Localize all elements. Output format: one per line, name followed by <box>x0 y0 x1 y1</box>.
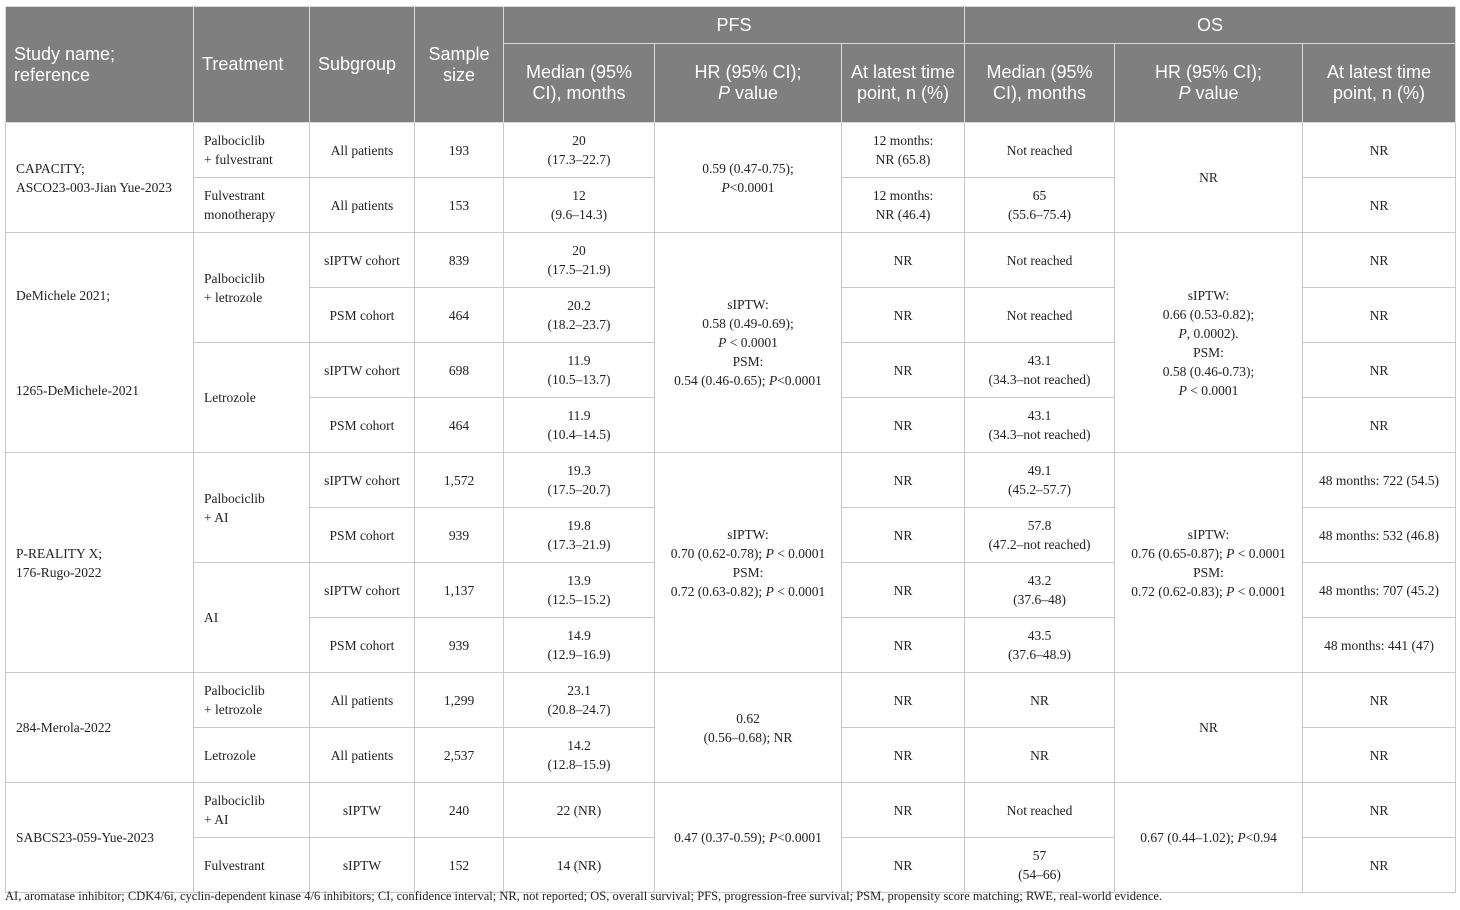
pfs-median-cell: 20.2 (18.2–23.7) <box>504 288 655 343</box>
study-name: CAPACITY; <box>16 160 85 176</box>
subgroup-cell: PSM cohort <box>310 398 415 453</box>
header-pfs <box>504 7 965 44</box>
os-hr-p: P <box>1178 382 1187 398</box>
os-median-cell: Not reached <box>965 288 1115 343</box>
pfs-hr-p-value: <0.0001 <box>729 179 775 195</box>
pfs-hr-p: P <box>718 335 727 350</box>
study-name: P-REALITY X; <box>16 545 103 561</box>
pfs-latest-cell: NR <box>842 618 965 673</box>
pfs-hr-cell <box>655 123 842 233</box>
treatment-cell: Letrozole <box>194 728 310 783</box>
os-median-cell: Not reached <box>965 233 1115 288</box>
subgroup-cell: PSM cohort <box>310 508 415 563</box>
os-median-cell: 49.1 (45.2–57.7) <box>965 453 1115 508</box>
os-median-cell: Not reached <box>965 123 1115 178</box>
treatment-cell: Palbociclib + AI <box>194 453 310 563</box>
pfs-median-cell: 14 (NR) <box>504 838 655 893</box>
header-subgroup <box>310 7 415 123</box>
pfs-latest-cell: NR <box>842 453 965 508</box>
subgroup-cell: sIPTW cohort <box>310 563 415 618</box>
pfs-latest-cell: NR <box>842 673 965 728</box>
header-os-latest <box>1303 44 1456 123</box>
pfs-hr-p: P <box>768 373 778 388</box>
table-container <box>5 6 1455 893</box>
os-median-cell: 43.5 (37.6–48.9) <box>965 618 1115 673</box>
sample-size-cell: 153 <box>415 178 504 233</box>
header-sample-size <box>415 7 504 123</box>
study-cell <box>6 123 194 233</box>
os-hr-line: , 0.0002). <box>1186 325 1239 341</box>
subgroup-cell: sIPTW <box>310 838 415 893</box>
pfs-hr-value: 0.47 (0.37-0.59); <box>674 830 769 845</box>
os-hr-line: sIPTW: <box>1187 526 1230 542</box>
pfs-hr-line: < 0.0001 <box>773 545 826 561</box>
pfs-hr-line: sIPTW: <box>727 297 769 312</box>
pfs-hr-line: <0.0001 <box>777 373 822 388</box>
header-subgroup-text: Subgroup <box>318 54 397 74</box>
pfs-hr-line: PSM: <box>732 564 764 580</box>
subgroup-cell: sIPTW <box>310 783 415 838</box>
os-hr-cell <box>1115 453 1303 673</box>
header-os <box>965 7 1456 44</box>
os-hr-cell: NR <box>1115 673 1303 783</box>
header-pfs-median-text: Median (95% CI), months <box>525 62 633 103</box>
treatment-cell: Palbociclib + fulvestrant <box>194 123 310 178</box>
table-row <box>6 783 1456 838</box>
pfs-median-cell: 14.2 (12.8–15.9) <box>504 728 655 783</box>
pfs-median-cell: 11.9 (10.5–13.7) <box>504 343 655 398</box>
os-hr-p: P <box>1226 583 1235 599</box>
study-name: DeMichele 2021; <box>16 287 111 303</box>
os-median-cell: 65 (55.6–75.4) <box>965 178 1115 233</box>
pfs-hr-p: P <box>721 179 730 195</box>
treatment-cell: Palbociclib + letrozole <box>194 673 310 728</box>
study-cell <box>6 783 194 893</box>
header-pfs-hr-p: P <box>717 83 730 103</box>
pfs-hr-line: PSM: <box>732 354 764 369</box>
pfs-latest-cell: NR <box>842 728 965 783</box>
pfs-median-cell: 11.9 (10.4–14.5) <box>504 398 655 453</box>
header-os-hr-value: value <box>1190 83 1239 103</box>
pfs-median-cell: 12 (9.6–14.3) <box>504 178 655 233</box>
header-os-latest-text: At latest time point, n (%) <box>1327 62 1432 103</box>
header-study <box>6 7 194 123</box>
pfs-latest-cell: NR <box>842 508 965 563</box>
os-median-cell: 57 (54–66) <box>965 838 1115 893</box>
os-median-cell: 43.2 (37.6–48) <box>965 563 1115 618</box>
study-reference: SABCS23-059-Yue-2023 <box>16 830 155 845</box>
os-hr-p: P <box>1237 830 1246 845</box>
pfs-median-cell: 23.1 (20.8–24.7) <box>504 673 655 728</box>
pfs-hr-value: 0.59 (0.47-0.75); <box>702 160 794 176</box>
os-hr-line: 0.66 (0.53-0.82); <box>1162 306 1255 322</box>
os-hr-p: P <box>1226 545 1235 561</box>
pfs-latest-cell: NR <box>842 343 965 398</box>
os-median-cell: 43.1 (34.3–not reached) <box>965 398 1115 453</box>
pfs-hr-cell <box>655 233 842 453</box>
pfs-median-cell: 14.9 (12.9–16.9) <box>504 618 655 673</box>
header-study-text: Study name; reference <box>14 43 116 85</box>
os-latest-cell: 48 months: 707 (45.2) <box>1303 563 1456 618</box>
pfs-latest-cell: NR <box>842 233 965 288</box>
os-latest-cell: NR <box>1303 178 1456 233</box>
os-median-cell: NR <box>965 673 1115 728</box>
os-hr-line: < 0.0001 <box>1234 583 1286 599</box>
sample-size-cell: 240 <box>415 783 504 838</box>
os-latest-cell: NR <box>1303 233 1456 288</box>
sample-size-cell: 698 <box>415 343 504 398</box>
header-treatment-text: Treatment <box>202 54 284 74</box>
os-hr-cell: NR <box>1115 123 1303 233</box>
pfs-hr-line: 0.72 (0.63-0.82); <box>670 583 766 599</box>
header-pfs-median <box>504 44 655 123</box>
pfs-hr-line: < 0.0001 <box>773 583 826 599</box>
subgroup-cell: sIPTW cohort <box>310 453 415 508</box>
sample-size-cell: 193 <box>415 123 504 178</box>
os-hr-p-value: <0.94 <box>1245 830 1277 845</box>
pfs-median-cell: 22 (NR) <box>504 783 655 838</box>
table-row <box>6 233 1456 288</box>
pfs-hr-cell <box>655 783 842 893</box>
os-hr-line: sIPTW: <box>1187 287 1230 303</box>
table-footnote: AI, aromatase inhibitor; CDK4/6i, cyclin-dependent kinase 4/6 inhibitors; CI, confidence interval; NR, not reported; OS, overall survival; PFS, progression-free survival; PSM, propensity score matching; RWE, real-world evidence. <box>5 889 1163 903</box>
os-hr-line: PSM: <box>1193 344 1224 360</box>
study-reference: 176-Rugo-2022 <box>16 564 102 580</box>
survival-outcomes-table <box>5 6 1456 893</box>
os-latest-cell: NR <box>1303 783 1456 838</box>
pfs-latest-cell: NR <box>842 563 965 618</box>
os-hr-line: < 0.0001 <box>1186 382 1239 398</box>
sample-size-cell: 464 <box>415 398 504 453</box>
treatment-cell: Palbociclib + letrozole <box>194 233 310 343</box>
table-body <box>6 123 1456 893</box>
sample-size-cell: 464 <box>415 288 504 343</box>
os-latest-cell: NR <box>1303 123 1456 178</box>
os-latest-cell: 48 months: 532 (46.8) <box>1303 508 1456 563</box>
study-reference: 284-Merola-2022 <box>16 720 112 735</box>
pfs-median-cell: 20 (17.5–21.9) <box>504 233 655 288</box>
pfs-latest-cell: 12 months: NR (65.8) <box>842 123 965 178</box>
pfs-hr-cell <box>655 453 842 673</box>
sample-size-cell: 1,137 <box>415 563 504 618</box>
sample-size-cell: 2,537 <box>415 728 504 783</box>
subgroup-cell: PSM cohort <box>310 618 415 673</box>
header-os-hr-p: P <box>1178 83 1191 103</box>
pfs-median-cell: 20 (17.3–22.7) <box>504 123 655 178</box>
study-reference: 1265-DeMichele-2021 <box>16 382 139 398</box>
pfs-hr-p: P <box>768 830 778 845</box>
study-cell <box>6 233 194 453</box>
os-hr-cell <box>1115 233 1303 453</box>
os-latest-cell: NR <box>1303 728 1456 783</box>
pfs-latest-cell: NR <box>842 398 965 453</box>
os-latest-cell: 48 months: 722 (54.5) <box>1303 453 1456 508</box>
subgroup-cell: PSM cohort <box>310 288 415 343</box>
pfs-hr-line: 0.58 (0.49-0.69); <box>702 316 794 331</box>
pfs-latest-cell: NR <box>842 838 965 893</box>
sample-size-cell: 1,572 <box>415 453 504 508</box>
subgroup-cell: sIPTW cohort <box>310 233 415 288</box>
treatment-cell: AI <box>194 563 310 673</box>
os-hr-line: < 0.0001 <box>1234 545 1286 561</box>
pfs-hr-p: P <box>765 583 774 599</box>
os-hr-line: 0.72 (0.62-0.83); <box>1131 583 1227 599</box>
study-cell <box>6 453 194 673</box>
table-row <box>6 673 1456 728</box>
header-treatment <box>194 7 310 123</box>
pfs-median-cell: 13.9 (12.5–15.2) <box>504 563 655 618</box>
pfs-hr-line: sIPTW: <box>727 526 769 542</box>
subgroup-cell: sIPTW cohort <box>310 343 415 398</box>
pfs-hr-p-value: <0.0001 <box>777 830 822 845</box>
table-header <box>6 7 1456 123</box>
os-median-cell: 57.8 (47.2–not reached) <box>965 508 1115 563</box>
os-latest-cell: NR <box>1303 673 1456 728</box>
sample-size-cell: 1,299 <box>415 673 504 728</box>
pfs-median-cell: 19.3 (17.5–20.7) <box>504 453 655 508</box>
table-row <box>6 123 1456 178</box>
treatment-cell: Fulvestrant monotherapy <box>194 178 310 233</box>
pfs-hr-p: P <box>765 545 774 561</box>
os-latest-cell: NR <box>1303 398 1456 453</box>
sample-size-cell: 152 <box>415 838 504 893</box>
os-median-cell: Not reached <box>965 783 1115 838</box>
os-hr-line: PSM: <box>1193 564 1224 580</box>
header-os-text: OS <box>1197 14 1224 35</box>
pfs-latest-cell: 12 months: NR (46.4) <box>842 178 965 233</box>
header-pfs-latest-text: At latest time point, n (%) <box>850 62 956 103</box>
os-hr-value: 0.67 (0.44–1.02); <box>1140 830 1238 845</box>
treatment-cell: Letrozole <box>194 343 310 453</box>
os-hr-line: 0.76 (0.65-0.87); <box>1131 545 1227 561</box>
pfs-latest-cell: NR <box>842 783 965 838</box>
table-row <box>6 453 1456 508</box>
subgroup-cell: All patients <box>310 673 415 728</box>
pfs-median-cell: 19.8 (17.3–21.9) <box>504 508 655 563</box>
pfs-hr-line: 0.70 (0.62-0.78); <box>670 545 766 561</box>
os-median-cell: NR <box>965 728 1115 783</box>
pfs-hr-line: < 0.0001 <box>726 335 778 350</box>
sample-size-cell: 939 <box>415 508 504 563</box>
study-reference: ASCO23-003-Jian Yue-2023 <box>16 179 172 195</box>
subgroup-cell: All patients <box>310 728 415 783</box>
os-latest-cell: NR <box>1303 838 1456 893</box>
pfs-hr-cell: 0.62 (0.56–0.68); NR <box>655 673 842 783</box>
os-median-cell: 43.1 (34.3–not reached) <box>965 343 1115 398</box>
study-cell <box>6 673 194 783</box>
header-sample-size-text: Sample size <box>428 43 490 85</box>
os-hr-line: 0.58 (0.46-0.73); <box>1162 363 1255 379</box>
header-pfs-text: PFS <box>716 14 752 35</box>
header-os-hr-text: HR (95% CI); <box>1155 62 1263 82</box>
os-hr-p: P <box>1178 325 1187 341</box>
subgroup-cell: All patients <box>310 123 415 178</box>
os-latest-cell: 48 months: 441 (47) <box>1303 618 1456 673</box>
header-pfs-latest <box>842 44 965 123</box>
header-os-median <box>965 44 1115 123</box>
treatment-cell: Palbociclib + AI <box>194 783 310 838</box>
subgroup-cell: All patients <box>310 178 415 233</box>
sample-size-cell: 839 <box>415 233 504 288</box>
header-pfs-hr-value: value <box>729 83 779 103</box>
pfs-latest-cell: NR <box>842 288 965 343</box>
header-os-median-text: Median (95% CI), months <box>986 62 1093 103</box>
os-latest-cell: NR <box>1303 343 1456 398</box>
header-pfs-hr <box>655 44 842 123</box>
sample-size-cell: 939 <box>415 618 504 673</box>
os-latest-cell: NR <box>1303 288 1456 343</box>
pfs-hr-line: 0.54 (0.46-0.65); <box>674 373 769 388</box>
header-os-hr <box>1115 44 1303 123</box>
treatment-cell: Fulvestrant <box>194 838 310 893</box>
header-pfs-hr-text: HR (95% CI); <box>694 62 802 82</box>
os-hr-cell <box>1115 783 1303 893</box>
